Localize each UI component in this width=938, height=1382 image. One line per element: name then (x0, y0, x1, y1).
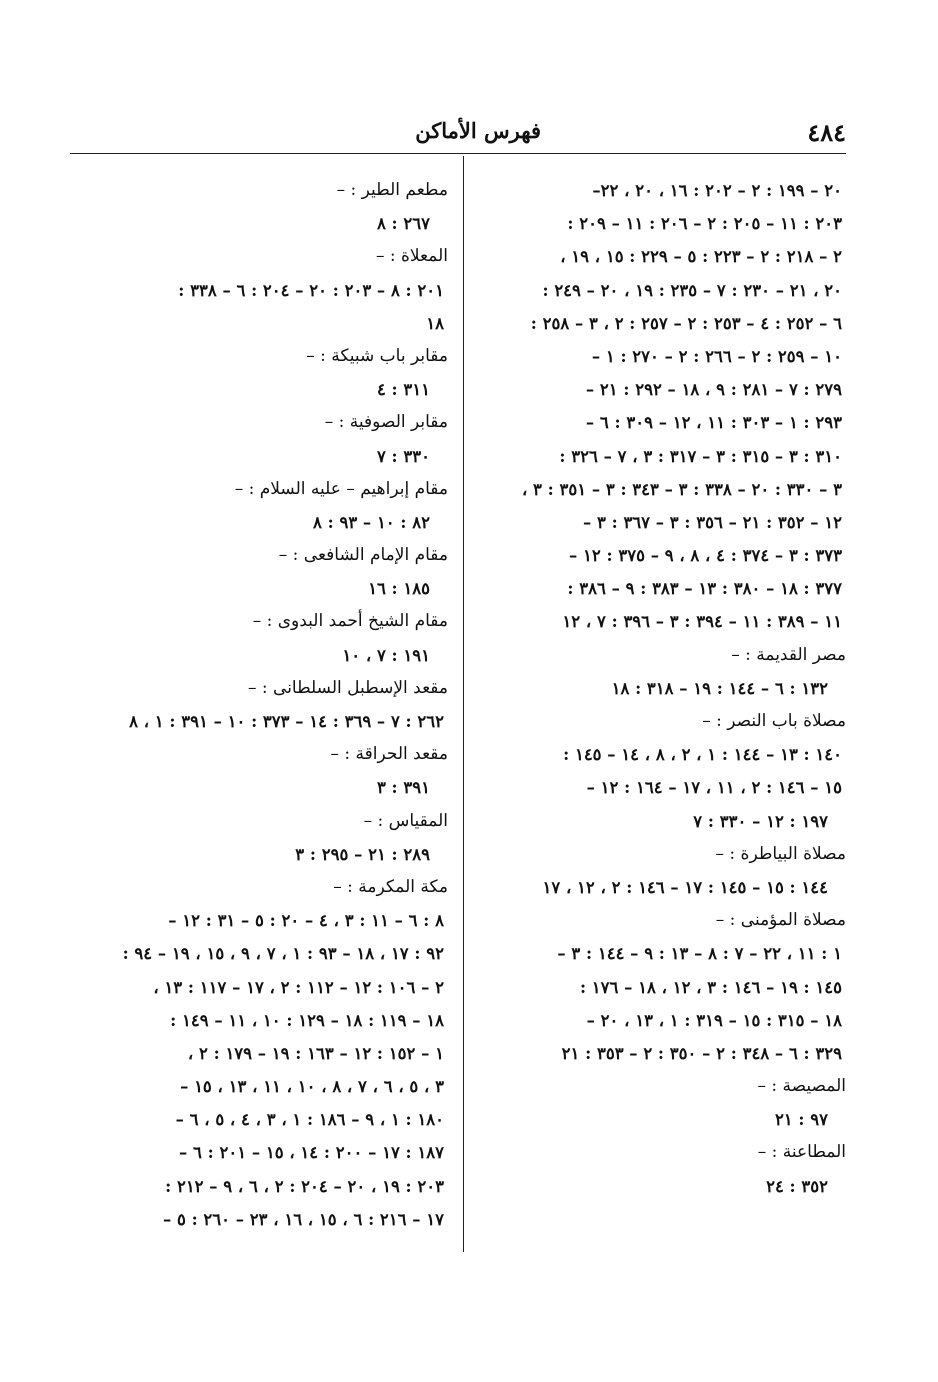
index-entry-heading: مكة المكرمة : – (333, 876, 448, 897)
index-entry-references: ١٥ – ١٤٦ : ٢ ، ١١ ، ١٧ – ١٦٤ : ١٢ – (586, 778, 842, 798)
index-entry-heading: المصيصة : – (757, 1076, 846, 1097)
index-entry-references: ٣٧٧ : ١٨ – ٣٨٠ : ١٣ – ٣٨٣ : ٩ – ٣٨٦ : (567, 579, 842, 599)
index-entry-references: ١٤٥ : ١٩ – ١٤٦ : ٣ ، ١٢ ، ١٨ – ١٧٦ : (579, 977, 842, 997)
index-entry-references: ١٩٧ : ١٢ – ٣٣٠ : ٧ (693, 811, 828, 831)
index-entry-references: ٢٨٩ : ٢١ – ٢٩٥ : ٣ (295, 844, 430, 864)
index-entry-references: ٩٢ : ١٧ ، ١٨ – ٩٣ : ١ ، ٧ ، ٩ ، ١٥ ، ١٩ – ٩٤ : (122, 944, 444, 964)
index-entry-heading: مصر القديمة : – (731, 644, 846, 665)
index-entry-references: ١٨٥ : ١٦ (368, 579, 430, 599)
index-entry-heading: مصلاة المؤمنى : – (715, 910, 846, 931)
index-entry-references: ١٧ – ٢١٦ : ٦ ، ١٥ ، ١٦ ، ٢٣ – ٢٦٠ : ٥ – (162, 1209, 444, 1229)
index-entry-references: ١٨ – ١١٩ : ١٨ – ١٢٩ : ١٠ ، ١١ – ١٤٩ : (170, 1010, 444, 1030)
index-entry-heading: مقعد الإسطبل السلطانى : – (247, 677, 448, 698)
index-entry-references: ٢ – ٢١٨ : ٢ – ٢٢٣ : ٥ – ٢٢٩ : ١٥ ، ١٩ ، (560, 247, 842, 267)
page-number: ٤٨٤ (807, 118, 846, 147)
index-entry-references: ٢٩٣ : ١ – ٣٠٣ : ١١ ، ١٢ – ٣٠٩ : ٦ – (585, 413, 842, 433)
index-entry-references: ٨٢ : ١٠ – ٩٣ : ٨ (312, 512, 430, 532)
index-entry-heading: مقابر الصوفية : – (324, 412, 448, 433)
index-entry-references: ٢٦٧ : ٨ (376, 214, 430, 234)
index-entry-heading: مقابر باب شبيكة : – (306, 345, 448, 366)
index-entry-references: ١٣٢ : ٦ – ١٤٤ : ١٩ – ٣١٨ : ١٨ (611, 678, 828, 698)
index-entry-references: ١ – ١٥٢ : ١٢ – ١٦٣ : ١٩ – ١٧٩ : ٢ ، (187, 1043, 444, 1063)
index-entry-references: ١٨٧ : ١٧ – ٢٠٠ : ١٤ ، ١٥ – ٢٠١ : ٦ – (179, 1143, 444, 1163)
index-entry-heading: المقياس : – (363, 810, 448, 831)
index-entry-heading: مصلاة باب النصر : – (702, 711, 846, 731)
index-entry-references: ٣١١ : ٤ (376, 380, 430, 400)
index-entry-references: ١٤٠ : ١٣ – ١٤٤ : ١ ، ٢ ، ٨ ، ١٤ – ١٤٥ : (563, 745, 842, 765)
index-entry-references: ١٨ – ٣١٥ : ١٥ – ٣١٩ : ١ ، ١٣ ، ٢٠ – (586, 1010, 842, 1030)
index-entry-references: ١٠ – ٢٥٩ : ٢ – ٢٦٦ : ٢ – ٢٧٠ : ١ – (591, 346, 842, 366)
index-entry-references: ٣٩١ : ٣ (376, 778, 430, 798)
index-entry-references: ١٨ (426, 313, 444, 333)
index-entry-references: ٣٧٣ : ٣ – ٣٧٤ : ٤ ، ٨ ، ٩ – ٣٧٥ : ١٢ – (569, 546, 842, 566)
index-entry-references: ١٩١ : ٧ ، ١٠ (342, 645, 430, 665)
index-column-left (70, 174, 448, 1236)
index-entry-references: ٣٢٩ : ٦ – ٣٤٨ : ٢ – ٣٥٠ : ٢ – ٣٥٣ : ٢١ (561, 1043, 842, 1063)
index-entry-references: ٣٣٠ : ٧ (376, 446, 430, 466)
index-entry-references: ٨ : ٦ – ١١ : ٣ ، ٤ – ٢٠ : ٥ – ٣١ : ١٢ – (168, 911, 444, 931)
index-entry-references: ٢٠٣ : ١٩ ، ٢٠ – ٢٠٤ : ٢ ، ٦ ، ٩ – ٢١٢ : (165, 1176, 444, 1196)
index-entry-references: ٢٠ – ١٩٩ : ٢ – ٢٠٢ : ١٦ ، ٢٠ ، ٢٢– (592, 181, 842, 200)
index-entry-references: ٣٥٢ : ٢٤ (766, 1176, 828, 1196)
index-entry-heading: مقام الإمام الشافعى : – (278, 545, 448, 566)
header-rule (70, 153, 846, 154)
index-entry-references: ١٤٤ : ١٥ – ١٤٥ : ١٧ – ١٤٦ : ٢ ، ١٢ ، ١٧ (542, 877, 828, 897)
index-entry-heading: المعلاة : – (375, 246, 448, 267)
column-divider (463, 156, 464, 1252)
index-entry-references: ٦ – ٢٥٢ : ٤ – ٢٥٣ : ٢ – ٢٥٧ : ٢ ، ٣ – ٢٥٨ : (530, 313, 842, 333)
index-entry-references: ١٢ – ٣٥٢ : ٢١ – ٣٥٦ : ٣ – ٣٦٧ : ٣ – (582, 512, 842, 532)
index-entry-heading: مقام الشيخ أحمد البدوى : – (252, 611, 448, 632)
running-title: فهرس الأماكن (415, 118, 541, 143)
index-entry-references: ١ : ١١ ، ٢٢ – ٧ : ٨ – ١٣ : ٩ – ١٤٤ : ٣ – (557, 944, 842, 964)
index-entry-references: ٢ – ١٠٦ : ١٢ – ١١٢ : ٢ ، ١٧ – ١١٧ : ١٣ ، (153, 977, 444, 997)
index-entry-references: ٢٦٢ : ٧ – ٣٦٩ : ١٤ – ٣٧٣ : ١٠ – ٣٩١ : ١ ، ٨ (129, 712, 444, 731)
index-column-right (476, 174, 846, 1203)
index-entry-heading: المطاعنة : – (757, 1142, 846, 1163)
index-entry-heading: مقعد الحراقة : – (330, 744, 448, 765)
index-entry-references: ٣ – ٣٣٠ : ٢٠ – ٣٣٨ : ٣ – ٣٤٣ : ٣ – ٣٥١ : ٣ ، (521, 479, 842, 499)
index-entry-references: ٢٠٣ : ١١ – ٢٠٥ : ٢ – ٢٠٦ : ١١ – ٢٠٩ : (567, 214, 842, 234)
index-entry-heading: مصلاة البياطرة : – (715, 843, 846, 864)
page-header (70, 114, 846, 150)
index-entry-references: ٩٧ : ٢١ (774, 1110, 828, 1130)
index-entry-references: ١١ – ٣٨٩ : ١١ – ٣٩٤ : ٣ – ٣٩٦ : ٧ ، ١٢ (562, 612, 842, 632)
index-entry-references: ٢٠١ : ٨ – ٢٠٣ : ٢٠ – ٢٠٤ : ٦ – ٣٣٨ : (178, 280, 444, 300)
index-entry-heading: مطعم الطير : – (336, 180, 448, 200)
index-entry-references: ٣ ، ٥ ، ٦ ، ٧ ، ٨ ، ١٠ ، ١١ ، ١٣ ، ١٥ – (180, 1077, 444, 1097)
index-entry-references: ١٨٠ : ١ ، ٩ – ١٨٦ : ١ ، ٣ ، ٤ ، ٥ ، ٦ – (175, 1110, 444, 1130)
index-entry-heading: مقام إبراهيم – عليه السلام : – (234, 478, 448, 499)
index-entry-references: ٣١٠ : ٣ – ٣١٥ : ٣ – ٣١٧ : ٣ ، ٧ – ٣٢٦ : (559, 446, 842, 466)
index-entry-references: ٢٧٩ : ٧ – ٢٨١ : ٩ ، ١٨ – ٢٩٢ : ٢١ – (585, 380, 842, 400)
index-entry-references: ٢٠ ، ٢١ – ٢٣٠ : ٧ – ٢٣٥ : ١٩ ، ٢٠ – ٢٤٩ : (542, 280, 842, 300)
